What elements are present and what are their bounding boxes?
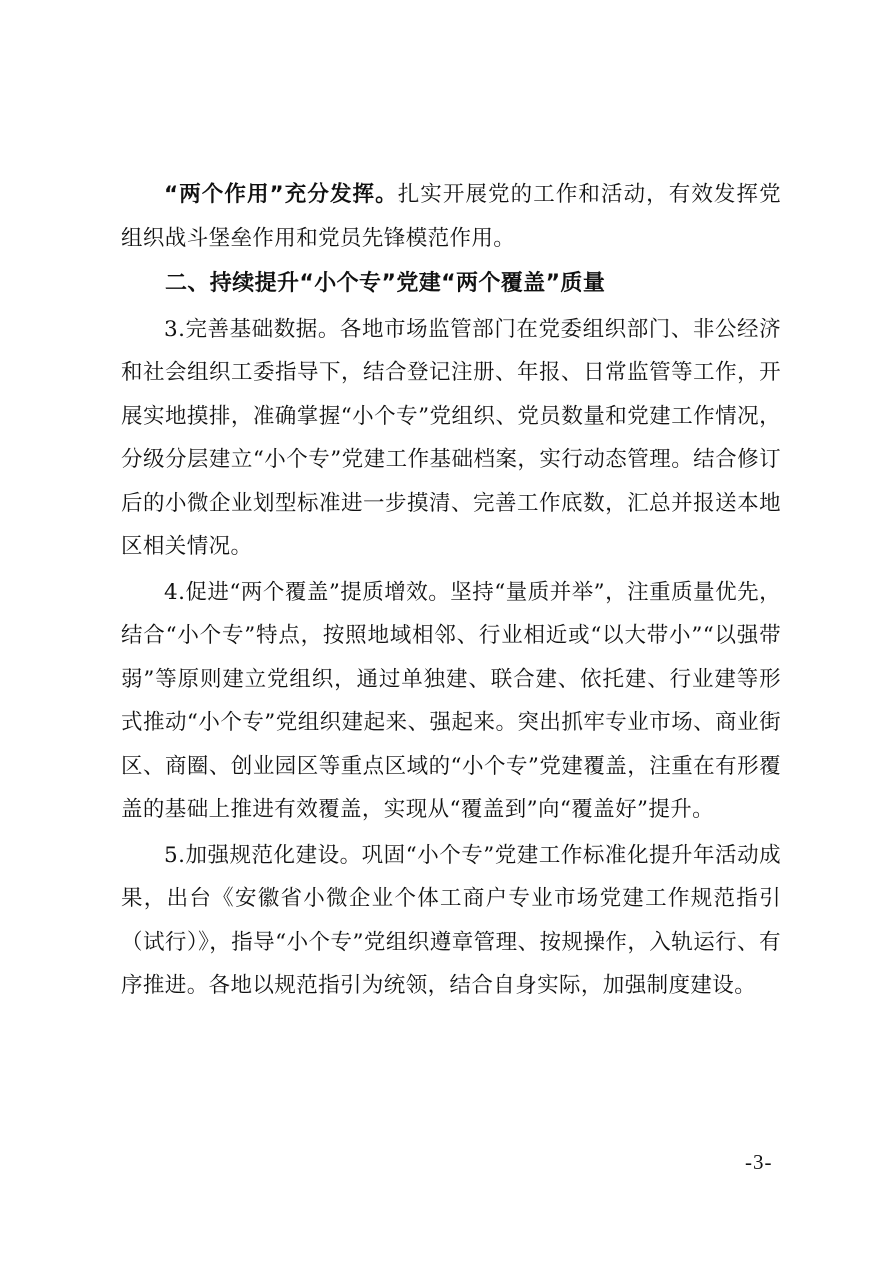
paragraph-lead-two-roles: “两个作用”充分发挥。 (164, 182, 398, 207)
paragraph-standardization: 5.加强规范化建设。巩固“小个专”党建工作标准化提升年活动成果，出台《安徽省小微企业个体工商户专业市场党建工作规范指引（试行）》，指导“小个专”党组织遵章管理、按规操作，入轨运行、有序推进。各地以规范指引为统领，结合自身实际，加强制度建设。 (121, 842, 781, 998)
paragraph-two-roles (121, 173, 781, 260)
paragraph-improve-basic-data: 3.完善基础数据。各地市场监管部门在党委组织部门、非公经济和社会组织工委指导下，结合登记注册、年报、日常监管等工作，开展实地摸排，准确掌握“小个专”党组织、党员数量和党建工作情况，分级分层建立“小个专”党建工作基础档案，实行动态管理。结合修订后的小微企业划型标准进一步摸清、完善工作底数，汇总并报送本地区相关情况。 (121, 316, 781, 559)
section-heading-two: 二、持续提升“小个专”党建“两个覆盖”质量 (165, 271, 606, 296)
page-number: -3- (745, 1150, 773, 1174)
paragraph-text-two-roles: 扎实开展党的工作和活动，有效发挥党组织战斗堡垒作用和党员先锋模范作用。 (121, 182, 781, 251)
paragraph-promote-two-coverages: 4.促进“两个覆盖”提质增效。坚持“量质并举”，注重质量优先，结合“小个专”特点，按照地域相邻、行业相近或“以大带小”“以强带弱”等原则建立党组织，通过单独建、联合建、依托建、行业建等形式推动“小个专”党组织建起来、强起来。突出抓牢专业市场、商业街区、商圈、创业园区等重点区域的“小个专”党建覆盖，注重在有形覆盖的基础上推进有效覆盖，实现从“覆盖到”向“覆盖好”提升。 (121, 579, 781, 822)
document-body (121, 173, 781, 1010)
